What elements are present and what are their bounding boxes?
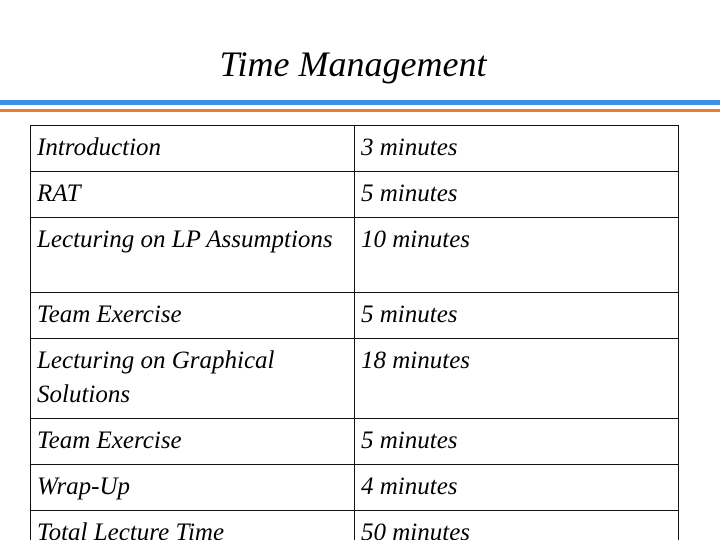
table-row: [31, 172, 679, 218]
table-row: [31, 419, 679, 465]
total-label-cell: Total Lecture Time: [31, 511, 355, 540]
table-row: [31, 218, 679, 293]
activity-cell: RAT: [31, 172, 355, 218]
table-row: [31, 293, 679, 339]
schedule-table: [30, 125, 679, 540]
table-row: [31, 465, 679, 511]
activity-cell: Team Exercise: [31, 419, 355, 465]
duration-cell: 18 minutes: [355, 339, 679, 419]
table-row: [31, 339, 679, 419]
activity-cell: Wrap-Up: [31, 465, 355, 511]
title-rule-orange: [0, 109, 720, 112]
duration-cell: 3 minutes: [355, 126, 679, 172]
activity-cell: Lecturing on Graphical Solutions: [31, 339, 355, 419]
table-row-total: [31, 511, 679, 540]
total-duration-cell: 50 minutes: [355, 511, 679, 540]
duration-cell: 10 minutes: [355, 218, 679, 293]
duration-cell: 4 minutes: [355, 465, 679, 511]
activity-cell: Team Exercise: [31, 293, 355, 339]
activity-cell: Introduction: [31, 126, 355, 172]
title-rule-blue: [0, 100, 720, 105]
duration-cell: 5 minutes: [355, 293, 679, 339]
table-row: [31, 126, 679, 172]
slide-title: Time Management: [219, 44, 487, 84]
duration-cell: 5 minutes: [355, 172, 679, 218]
duration-cell: 5 minutes: [355, 419, 679, 465]
activity-cell: Lecturing on LP Assumptions: [31, 218, 355, 293]
